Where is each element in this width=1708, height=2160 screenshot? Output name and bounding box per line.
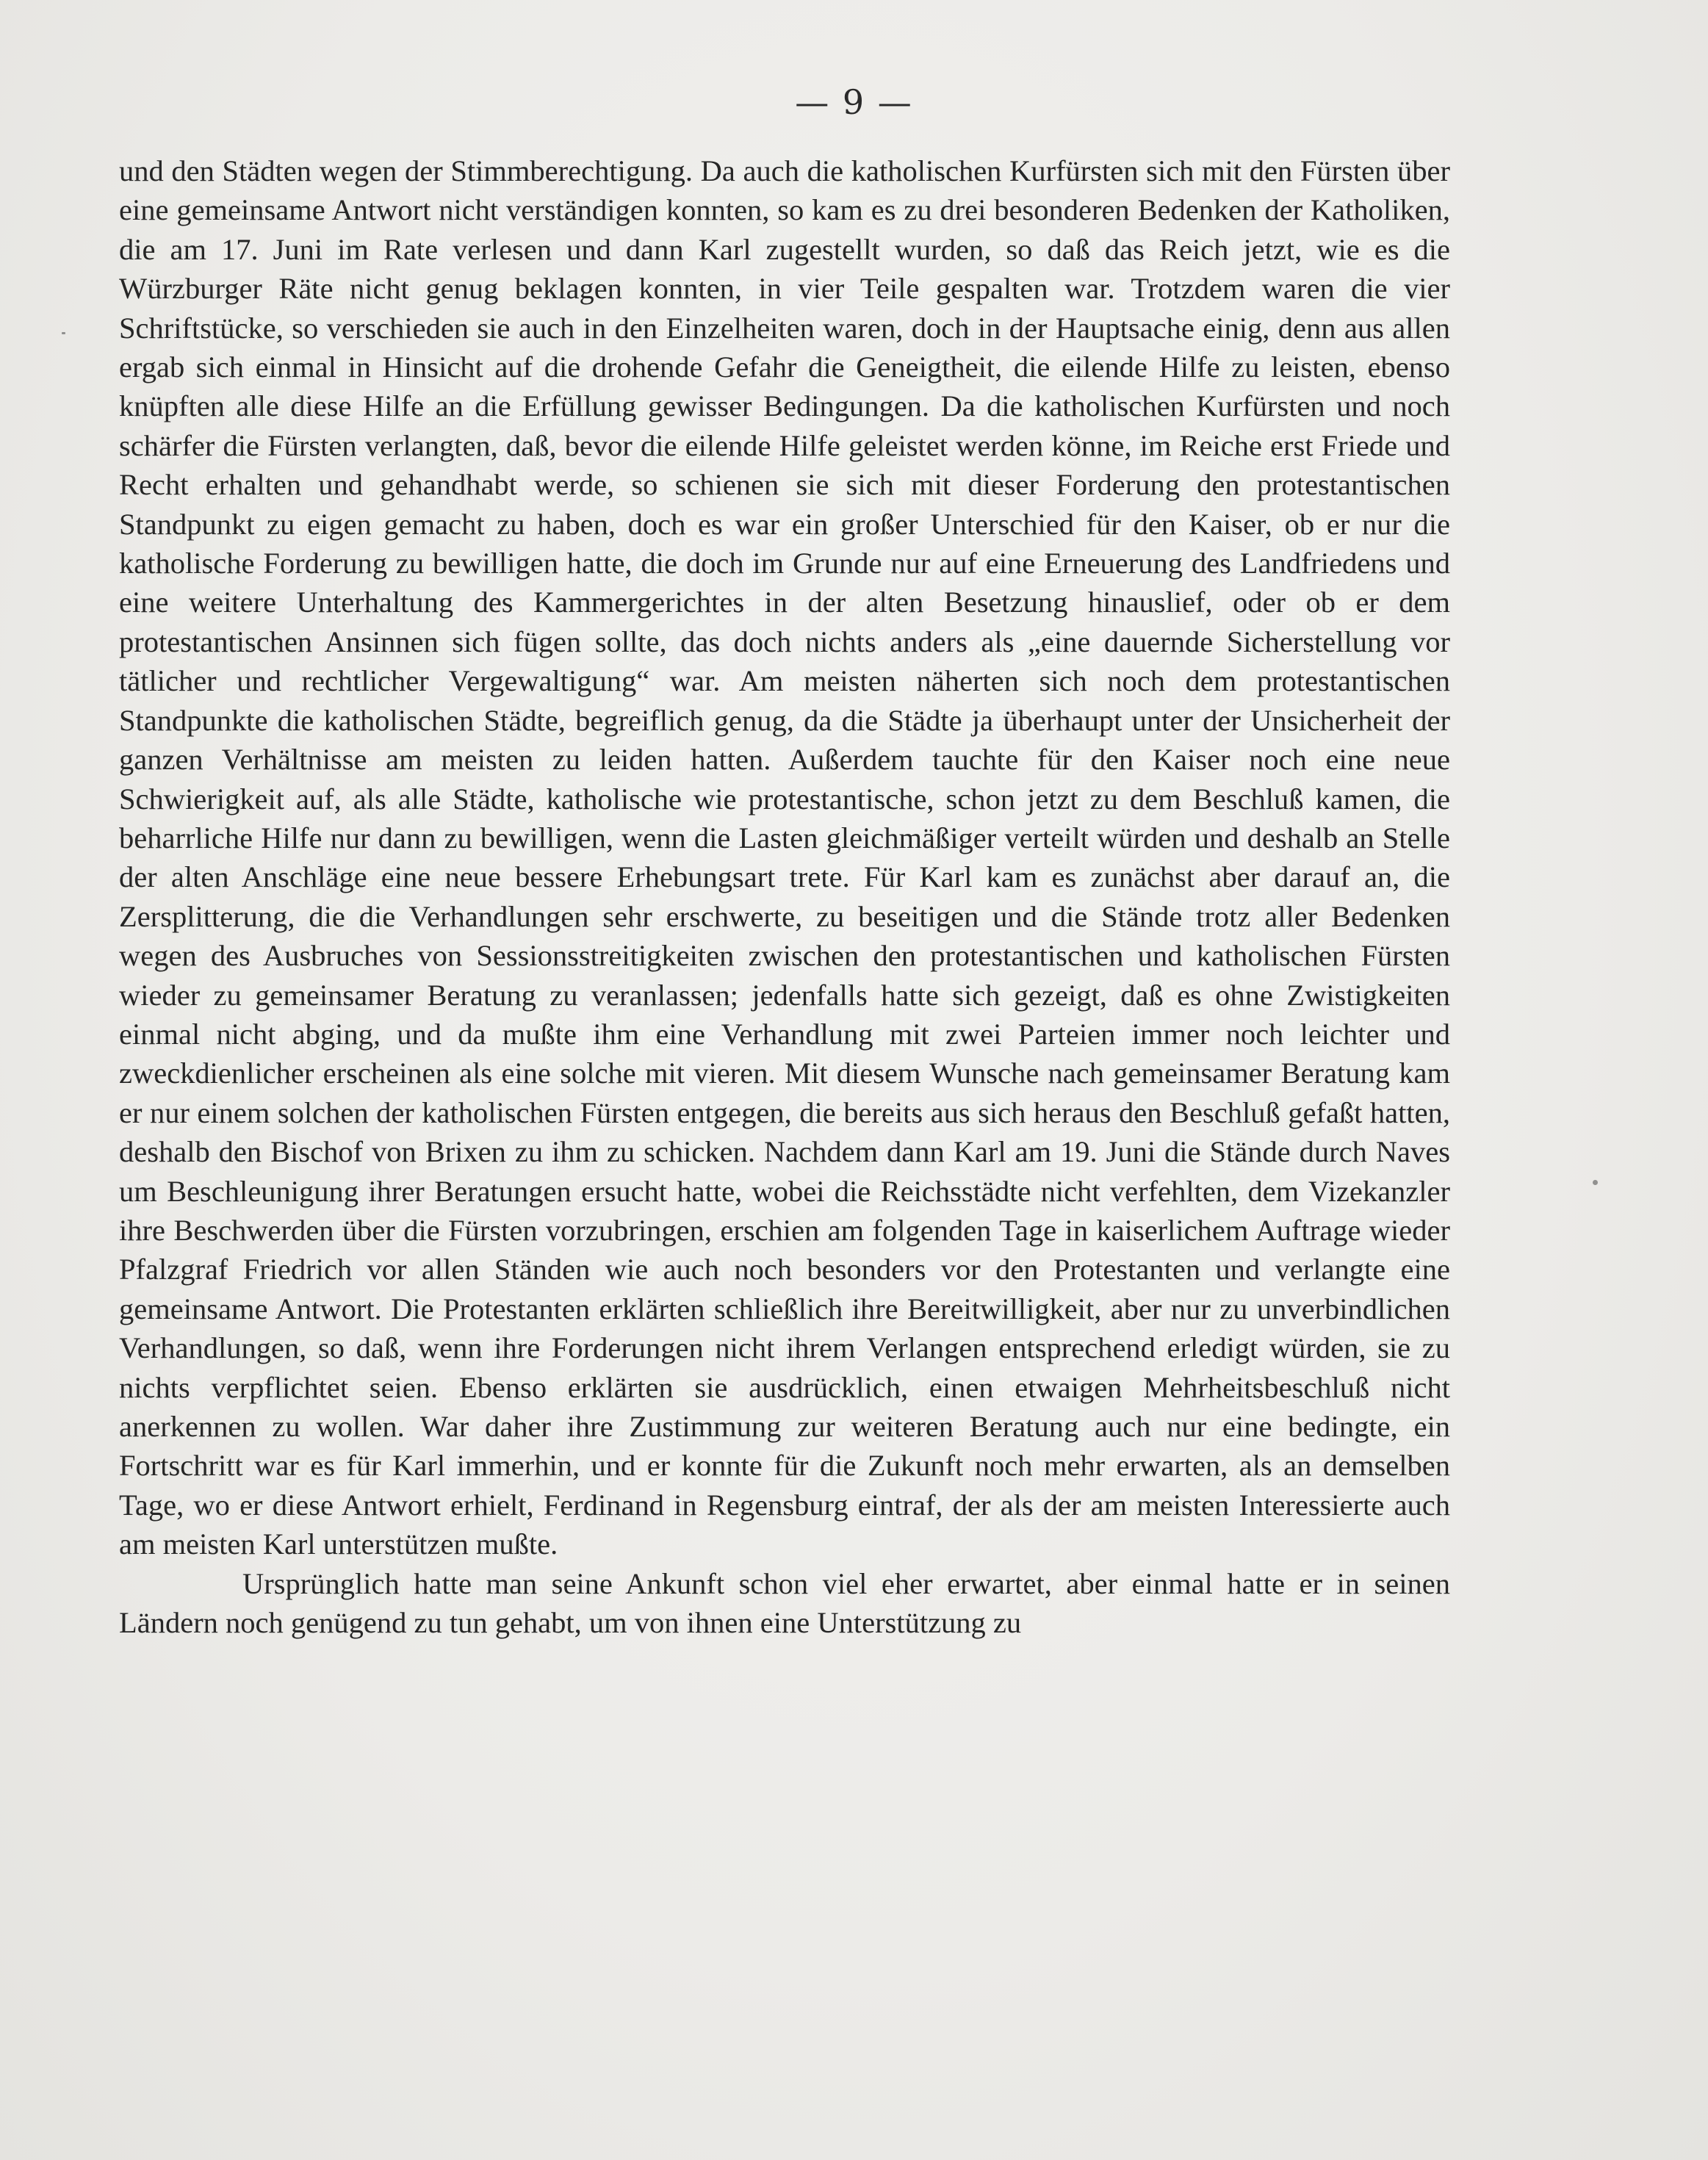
body-text — [119, 151, 1450, 1642]
paragraph-2: Ursprünglich hatte man seine Ankunft schon viel eher erwartet, aber einmal hatte er in seinen Ländern noch genügend zu tun gehabt, um von ihnen eine Unterstützung zu — [119, 1566, 1450, 1640]
paper-speck — [62, 332, 65, 334]
paper-speck — [1593, 1180, 1598, 1185]
paragraph-1: und den Städten wegen der Stimmberechtigung. Da auch die katholischen Kurfürsten sich mit den Fürsten über eine gemeinsame Antwort nicht verständigen konnten, so kam es zu drei besonderen Bedenken der Katholiken, die am 17. Juni im Rate verlesen und dann Karl zugestellt wurden, so daß das Reich jetzt, wie es die Würzburger Räte nicht genug beklagen konnten, in vier Teile gespalten war. Trotzdem waren die vier Schriftstücke, so verschieden sie auch in den Einzelheiten waren, doch in der Hauptsache einig, denn aus allen ergab sich einmal in Hinsicht auf die drohende Gefahr die Geneigtheit, die eilende Hilfe zu leisten, ebenso knüpften alle diese Hilfe an die Erfüllung gewisser Bedingungen. Da die katholischen Kurfürsten und noch schärfer die Fürsten verlangten, daß, bevor die eilende Hilfe geleistet werden könne, im Reiche erst Friede und Recht erhalten und gehandhabt werde, so schienen sie sich mit dieser Forderung den protestantischen Standpunkt zu eigen gemacht zu haben, doch es war ein großer Unterschied für den Kaiser, ob er nur die katholische Forderung zu bewilligen hatte, die doch im Grunde nur auf eine Erneuerung des Landfriedens und eine weitere Unterhaltung des Kammergerichtes in der alten Besetzung hinauslief, oder ob er dem protestantischen Ansinnen sich fügen sollte, das doch nichts anders als „eine dauernde Sicherstellung vor tätlicher und rechtlicher Vergewaltigung“ war. Am meisten näherten sich noch dem protestantischen Standpunkte die katholischen Städte, begreiflich genug, da die Städte ja überhaupt unter der Unsicherheit der ganzen Verhältnisse am meisten zu leiden hatten. Außerdem tauchte für den Kaiser noch eine neue Schwierigkeit auf, als alle Städte, katholische wie protestantische, schon jetzt zu dem Beschluß kamen, die beharrliche Hilfe nur dann zu bewilligen, wenn die Lasten gleichmäßiger verteilt würden und deshalb an Stelle der alten Anschläge eine neue bessere Erhebungsart trete. Für Karl kam es zunächst aber darauf an, die Zersplitterung, die die Verhandlungen sehr erschwerte, zu beseitigen und die Stände trotz aller Bedenken wegen des Ausbruches von Sessionsstreitigkeiten zwischen den protestantischen und katholischen Fürsten wieder zu gemeinsamer Beratung zu veranlassen; jedenfalls hatte sich gezeigt, daß es ohne Zwistigkeiten einmal nicht abging, und da mußte ihm eine Verhandlung mit zwei Parteien immer noch leichter und zweckdienlicher erscheinen als eine solche mit vieren. Mit diesem Wunsche nach gemeinsamer Beratung kam er nur einem solchen der katholischen Fürsten entgegen, die bereits aus sich heraus den Beschluß gefaßt hatten, deshalb den Bischof von Brixen zu ihm zu schicken. Nachdem dann Karl am 19. Juni die Stände durch Naves um Beschleunigung ihrer Beratungen ersucht hatte, wobei die Reichsstädte nicht verfehlten, dem Vizekanzler ihre Beschwerden über die Fürsten vorzubringen, erschien am folgenden Tage in kaiserlichem Auftrage wieder Pfalzgraf Friedrich vor allen Ständen wie auch noch besonders vor den Protestanten und verlangte eine gemeinsame Antwort. Die Protestanten erklärten schließlich ihre Bereitwilligkeit, aber nur zu unverbindlichen Verhandlungen, so daß, wenn ihre Forderungen nicht ihrem Verlangen entsprechend erledigt würden, sie zu nichts verpflichtet seien. Ebenso erklärten sie ausdrücklich, einen etwaigen Mehrheitsbeschluß nicht anerkennen zu wollen. War daher ihre Zustimmung zur weiteren Beratung auch nur eine bedingte, ein Fortschritt war es für Karl immerhin, und er konnte für die Zukunft noch mehr erwarten, als an demselben Tage, wo er diese Antwort erhielt, Ferdinand in Regensburg eintraf, der als der am meisten Interessierte auch am meisten Karl unterstützen mußte. — [119, 154, 1450, 1561]
page-number: — 9 — — [795, 82, 913, 122]
